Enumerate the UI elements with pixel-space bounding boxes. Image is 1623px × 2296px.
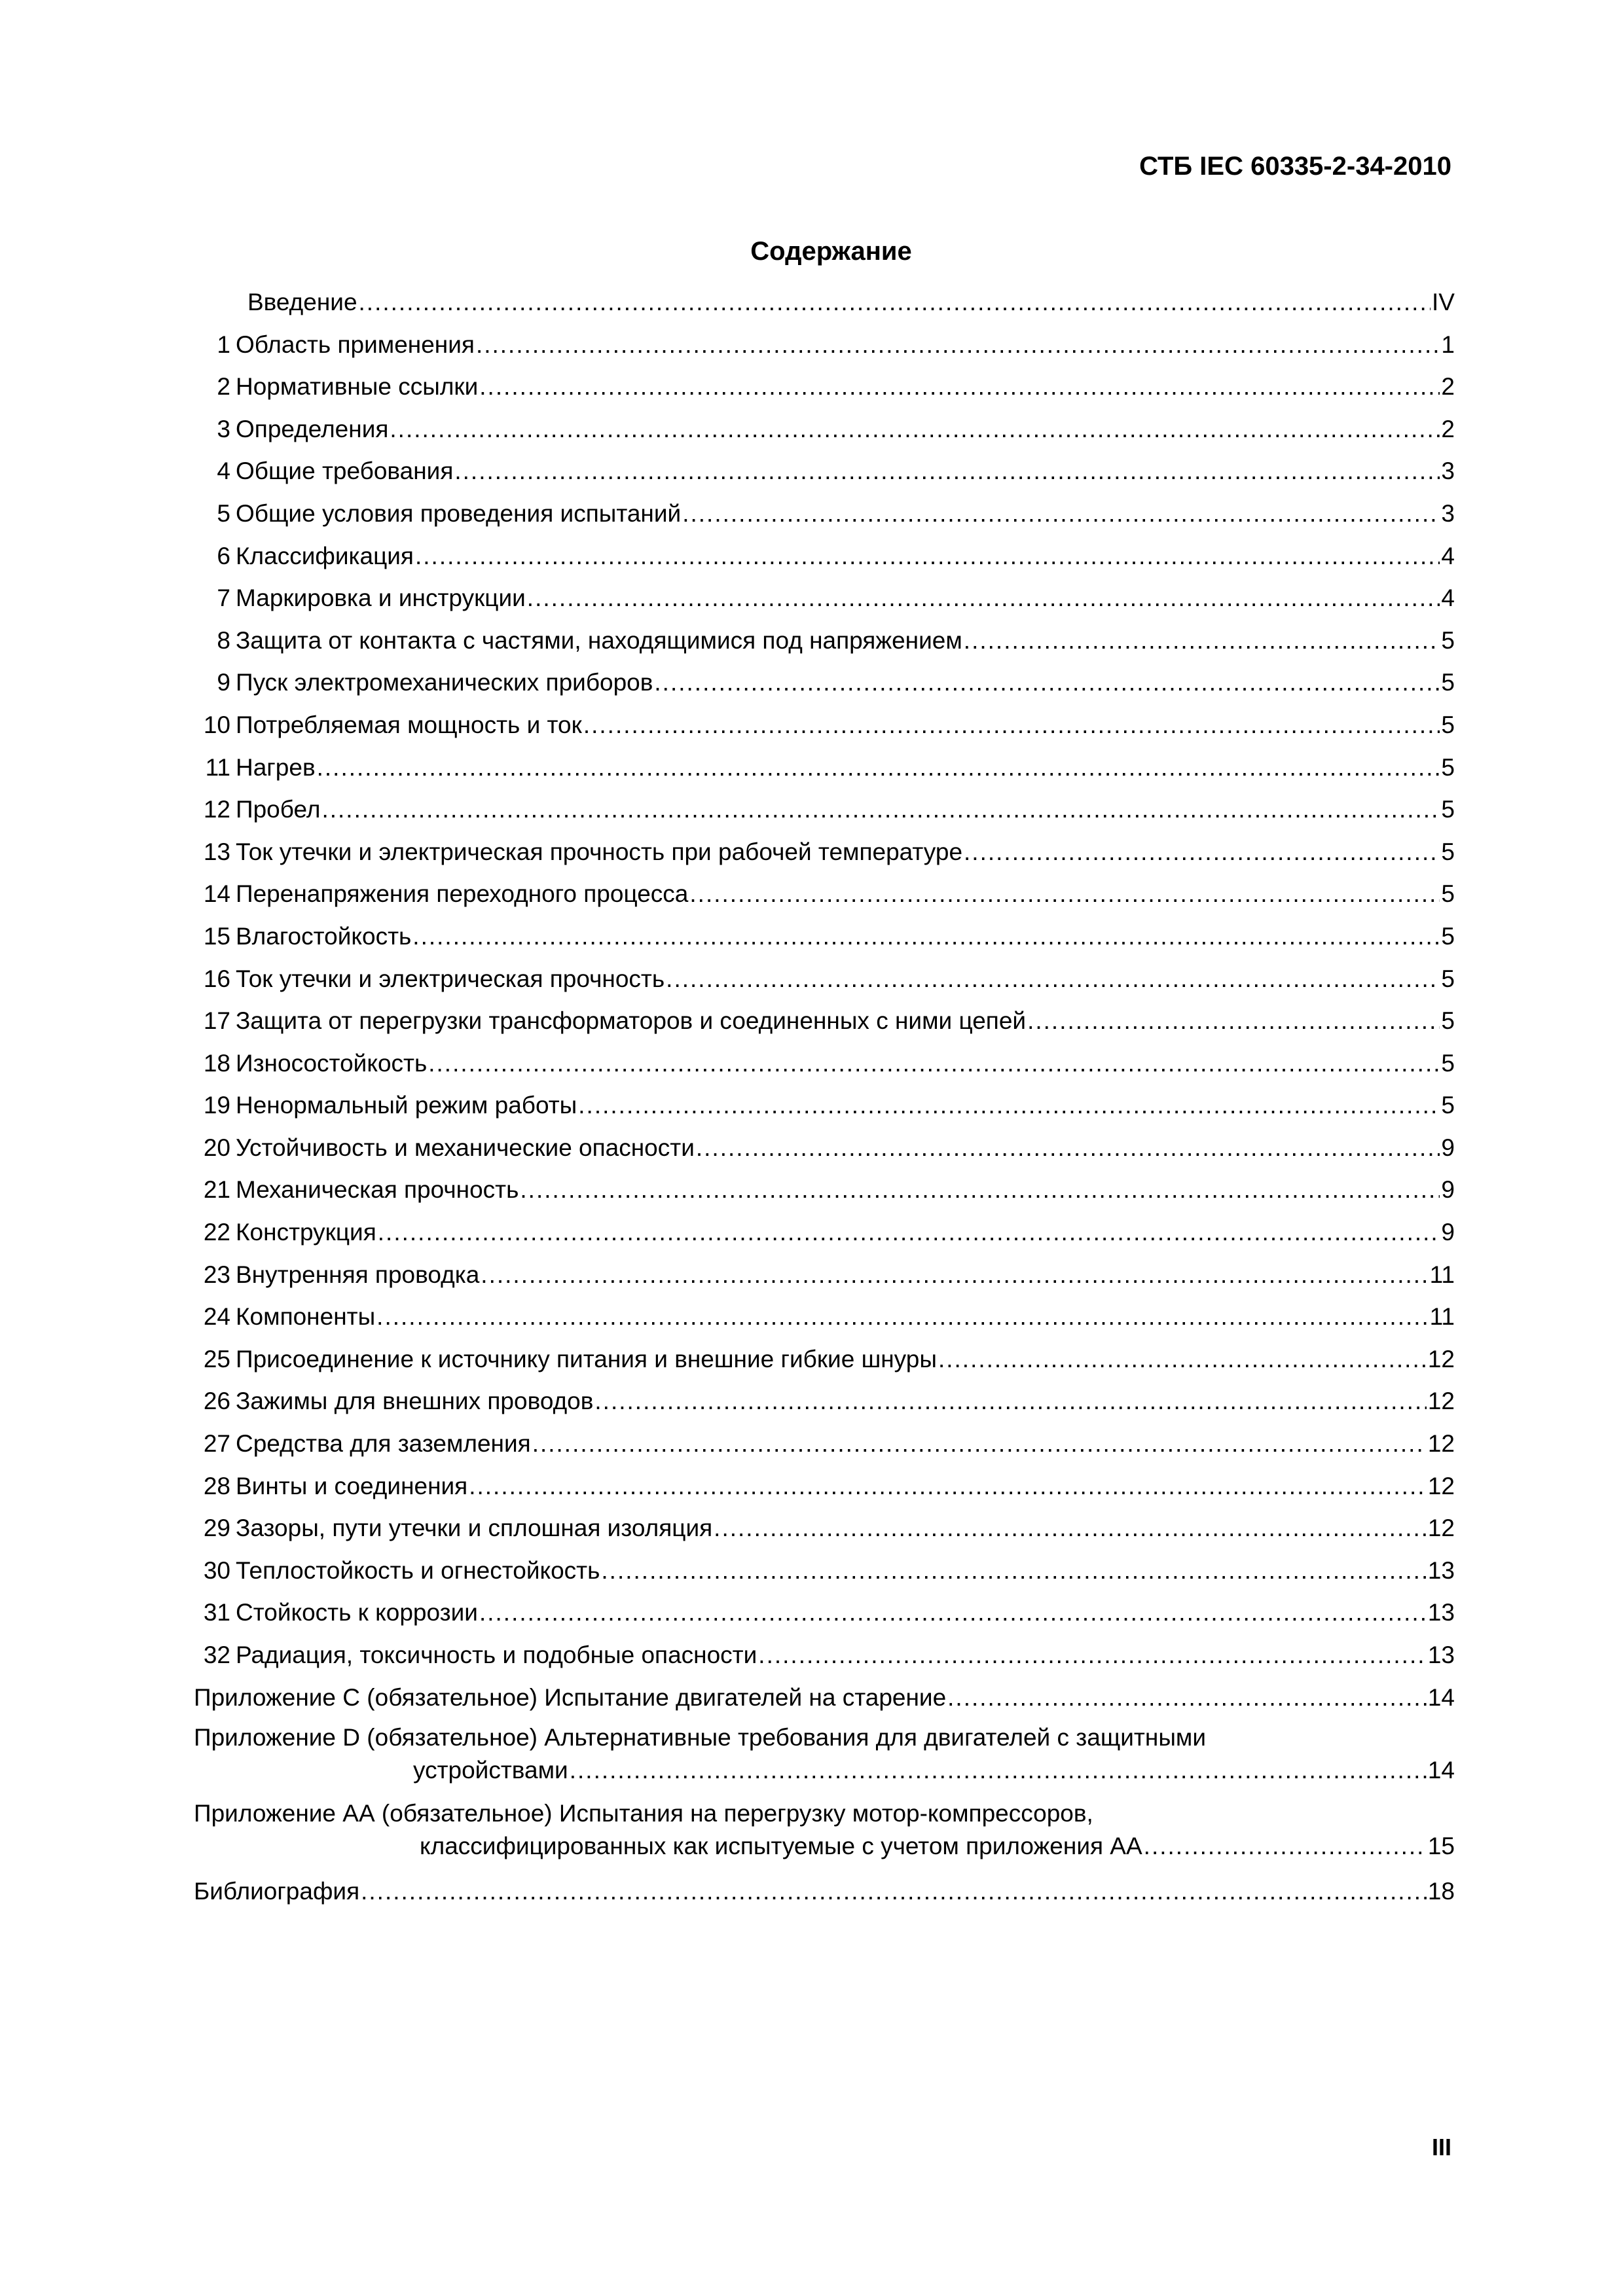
toc-entry-label: Пробел [236, 796, 321, 823]
leader-dots [479, 1592, 1427, 1634]
toc-entry-number: 15 [203, 922, 230, 950]
toc-entry[interactable] [194, 620, 1455, 662]
leader-dots [682, 493, 1440, 535]
toc-entry-page: 12 [1427, 1388, 1455, 1415]
toc-entry-number: 30 [203, 1556, 230, 1584]
toc-entry-page: 14 [1427, 1757, 1455, 1784]
toc-entry-page: 5 [1441, 965, 1455, 992]
toc-entry-label: Внутренняя проводка [236, 1261, 480, 1288]
document-id: СТБ IEC 60335-2-34-2010 [1139, 152, 1451, 181]
toc-entry[interactable] [194, 1550, 1455, 1592]
toc-entry-label: Конструкция [236, 1219, 376, 1246]
toc-entry-number: 19 [203, 1092, 230, 1119]
toc-entry-page: 12 [1427, 1345, 1455, 1372]
toc-entry-number: 6 [217, 542, 230, 569]
toc-entry[interactable] [194, 1000, 1455, 1043]
toc-entry-label: Нагрев [236, 753, 316, 781]
toc-entry[interactable] [194, 366, 1455, 408]
leader-dots [390, 408, 1440, 451]
toc-entry[interactable] [194, 662, 1455, 704]
toc-entry-label: Зажимы для внешних проводов [236, 1388, 594, 1415]
toc-entry-page: 5 [1441, 1007, 1455, 1035]
toc-entry[interactable] [194, 1634, 1455, 1677]
toc-entry-number: 29 [203, 1515, 230, 1542]
toc-entry[interactable] [194, 450, 1455, 493]
toc-entry-page: 5 [1441, 1092, 1455, 1119]
toc-entry-page: 15 [1427, 1833, 1455, 1860]
toc-entry[interactable] [194, 1211, 1455, 1254]
toc-entry-number: 26 [203, 1388, 230, 1415]
toc-entry-label: Радиация, токсичность и подобные опасности [236, 1641, 757, 1668]
leader-dots [479, 366, 1440, 408]
toc-entry-number: 7 [217, 584, 230, 612]
toc-entry-number: 24 [203, 1303, 230, 1331]
toc-entry-label: Защита от перегрузки трансформаторов и соединенных с ними цепей [236, 1007, 1027, 1035]
leader-dots [938, 1338, 1427, 1381]
toc-entry-page: 11 [1429, 1261, 1455, 1288]
toc-entry-number: 8 [217, 626, 230, 654]
toc-entry-page: 4 [1441, 542, 1455, 569]
leader-dots [532, 1423, 1427, 1465]
toc-entry-label: Перенапряжения переходного процесса [236, 880, 689, 908]
toc-entry-number: 27 [203, 1430, 230, 1458]
toc-entry[interactable] [194, 747, 1455, 789]
toc-entry-number: 5 [217, 499, 230, 527]
toc-entry[interactable] [194, 1296, 1455, 1338]
toc-entry-page: 5 [1441, 880, 1455, 908]
toc-entry[interactable] [194, 1127, 1455, 1170]
toc-entry-label: Библиография [194, 1878, 360, 1905]
leader-dots [1027, 1000, 1440, 1043]
toc-entry-page: 5 [1441, 796, 1455, 823]
toc-entry-page: 12 [1427, 1430, 1455, 1458]
toc-entry-page: 14 [1427, 1683, 1455, 1711]
toc-entry-label: Ток утечки и электрическая прочность при рабочей температуре [236, 838, 963, 865]
toc-entry-number: 10 [203, 711, 230, 738]
toc-entry-label: Износостойкость [236, 1049, 428, 1077]
leader-dots [583, 704, 1440, 747]
toc-entry-page: 4 [1441, 584, 1455, 612]
toc-entry-appendix-c[interactable] [194, 1677, 1455, 1719]
toc-entry[interactable] [194, 1592, 1455, 1634]
toc-entry-label: Компоненты [236, 1303, 376, 1331]
toc-entry-appendix-d[interactable] [194, 1719, 1455, 1795]
toc-entry-page: 5 [1441, 1049, 1455, 1077]
leader-dots [317, 747, 1440, 789]
toc-entry-page: 1 [1441, 331, 1455, 358]
toc-entry-label-cont: классифицированных как испытуемые с учетом приложения АА [420, 1833, 1142, 1860]
leader-dots [947, 1677, 1427, 1719]
toc-entry-page: 9 [1441, 1219, 1455, 1246]
toc-entry[interactable] [194, 1423, 1455, 1465]
toc-entry-label: Средства для заземления [236, 1430, 531, 1458]
leader-dots [520, 1169, 1440, 1211]
toc-entry-number: 11 [205, 753, 230, 781]
toc-entry-number: 31 [203, 1599, 230, 1626]
leader-dots [964, 620, 1440, 662]
toc-entry-page: 13 [1427, 1641, 1455, 1668]
toc-entry[interactable] [194, 1254, 1455, 1297]
toc-entry-label: Ненормальный режим работы [236, 1092, 577, 1119]
leader-dots [415, 535, 1440, 578]
toc-entry-label: Теплостойкость и огнестойкость [236, 1556, 600, 1584]
toc-entry[interactable] [194, 1465, 1455, 1508]
toc-entry-number: 16 [203, 965, 230, 992]
toc-entry-label: Введение [247, 289, 357, 315]
toc-entry-page: 5 [1441, 753, 1455, 781]
toc-entry-label: Классификация [236, 542, 414, 569]
toc-title: Содержание [750, 237, 912, 266]
leader-dots [666, 958, 1440, 1001]
toc-entry-label: Общие требования [236, 457, 454, 485]
toc-entry-number: 21 [203, 1176, 230, 1204]
page-number: III [1431, 2134, 1451, 2161]
toc-entry-label-cont: устройствами [413, 1757, 568, 1784]
toc-entry[interactable] [194, 493, 1455, 535]
leader-dots [714, 1507, 1427, 1550]
toc-entry-label: Приложение АА (обязательное) Испытания на перегрузку мотор-компрессоров, [194, 1800, 1093, 1827]
toc-entry[interactable] [194, 1338, 1455, 1381]
toc-entry-page: 3 [1441, 457, 1455, 485]
leader-dots [476, 324, 1440, 367]
table-of-contents [194, 281, 1455, 1913]
toc-entry-number: 13 [203, 838, 230, 865]
leader-dots [689, 873, 1440, 916]
leader-dots [578, 1085, 1440, 1127]
leader-dots [412, 916, 1440, 958]
toc-entry-number: 32 [203, 1641, 230, 1668]
toc-entry-label: Приложение D (обязательное) Альтернативные требования для двигателей с защитными [194, 1724, 1207, 1751]
toc-entry[interactable] [194, 789, 1455, 831]
leader-dots [321, 789, 1440, 831]
toc-entry-page: 18 [1427, 1878, 1455, 1905]
toc-entry-page: 5 [1441, 922, 1455, 950]
toc-entry-label: Присоединение к источнику питания и внешние гибкие шнуры [236, 1345, 937, 1372]
toc-entry-page: 12 [1427, 1515, 1455, 1542]
toc-entry-page: 5 [1441, 838, 1455, 865]
toc-entry-number: 14 [203, 880, 230, 908]
toc-entry-bibliography[interactable] [194, 1871, 1455, 1913]
toc-entry-number: 25 [203, 1345, 230, 1372]
leader-dots [570, 1754, 1427, 1787]
toc-entry-page: 2 [1441, 373, 1455, 401]
toc-entry[interactable] [194, 704, 1455, 747]
leader-dots [428, 1043, 1440, 1085]
toc-entry-label: Винты и соединения [236, 1472, 468, 1499]
toc-entry-label: Пуск электромеханических приборов [236, 669, 653, 696]
toc-entry-number: 2 [217, 373, 230, 401]
leader-dots [654, 662, 1440, 704]
toc-entry-page: IV [1432, 289, 1455, 315]
leader-dots [594, 1380, 1426, 1423]
toc-entry[interactable] [194, 281, 1455, 324]
toc-entry[interactable] [194, 577, 1455, 620]
leader-dots [359, 281, 1431, 324]
toc-entry-label: Защита от контакта с частями, находящимися под напряжением [236, 626, 962, 654]
toc-entry-label: Нормативные ссылки [236, 373, 479, 401]
leader-dots [696, 1127, 1440, 1170]
toc-entry[interactable] [194, 535, 1455, 578]
leader-dots [1144, 1830, 1427, 1863]
toc-entry-page: 2 [1441, 415, 1455, 442]
toc-entry[interactable] [194, 408, 1455, 451]
leader-dots [964, 831, 1440, 874]
toc-entry-number: 17 [203, 1007, 230, 1035]
toc-entry-label: Устойчивость и механические опасности [236, 1134, 695, 1161]
toc-entry-page: 9 [1441, 1134, 1455, 1161]
toc-entry-page: 3 [1441, 499, 1455, 527]
toc-entry-page: 11 [1429, 1303, 1455, 1331]
toc-entry-appendix-aa[interactable] [194, 1795, 1455, 1871]
leader-dots [376, 1296, 1428, 1338]
toc-entry-label: Приложение С (обязательное) Испытание двигателей на старение [194, 1683, 947, 1711]
toc-entry[interactable] [194, 324, 1455, 367]
leader-dots [361, 1871, 1427, 1913]
toc-entry-label: Стойкость к коррозии [236, 1599, 478, 1626]
toc-entry-page: 9 [1441, 1176, 1455, 1204]
toc-entry-page: 5 [1441, 626, 1455, 654]
toc-entry-number: 20 [203, 1134, 230, 1161]
toc-entry-number: 18 [203, 1049, 230, 1077]
toc-entry-number: 3 [217, 415, 230, 442]
toc-entry-number: 1 [217, 331, 230, 358]
toc-entry-number: 23 [203, 1261, 230, 1288]
toc-entry-label: Ток утечки и электрическая прочность [236, 965, 665, 992]
toc-entry-number: 9 [217, 669, 230, 696]
leader-dots [527, 577, 1440, 620]
toc-entry-page: 13 [1427, 1599, 1455, 1626]
toc-entry-number: 4 [217, 457, 230, 485]
toc-entry-number: 22 [203, 1219, 230, 1246]
leader-dots [454, 450, 1440, 493]
toc-entry-label: Механическая прочность [236, 1176, 519, 1204]
leader-dots [378, 1211, 1440, 1254]
toc-entry-page: 12 [1427, 1472, 1455, 1499]
leader-dots [601, 1550, 1426, 1592]
toc-entry[interactable] [194, 831, 1455, 874]
toc-entry-label: Область применения [236, 331, 475, 358]
leader-dots [469, 1465, 1427, 1508]
toc-entry[interactable] [194, 1085, 1455, 1127]
toc-entry-label: Общие условия проведения испытаний [236, 499, 682, 527]
toc-entry-label: Влагостойкость [236, 922, 412, 950]
leader-dots [481, 1254, 1428, 1297]
toc-entry[interactable] [194, 1380, 1455, 1423]
leader-dots [758, 1634, 1427, 1677]
toc-entry[interactable] [194, 1507, 1455, 1550]
toc-entry-page: 5 [1441, 669, 1455, 696]
toc-entry-page: 5 [1441, 711, 1455, 738]
toc-entry-page: 13 [1427, 1556, 1455, 1584]
toc-entry[interactable] [194, 916, 1455, 958]
toc-entry-label: Маркировка и инструкции [236, 584, 526, 612]
toc-entry-label: Потребляемая мощность и ток [236, 711, 582, 738]
toc-entry-number: 12 [203, 796, 230, 823]
toc-entry[interactable] [194, 873, 1455, 916]
toc-entry-number: 28 [203, 1472, 230, 1499]
toc-entry[interactable] [194, 1169, 1455, 1211]
toc-entry-label: Зазоры, пути утечки и сплошная изоляция [236, 1515, 713, 1542]
toc-entry[interactable] [194, 958, 1455, 1001]
toc-entry[interactable] [194, 1043, 1455, 1085]
toc-entry-label: Определения [236, 415, 389, 442]
